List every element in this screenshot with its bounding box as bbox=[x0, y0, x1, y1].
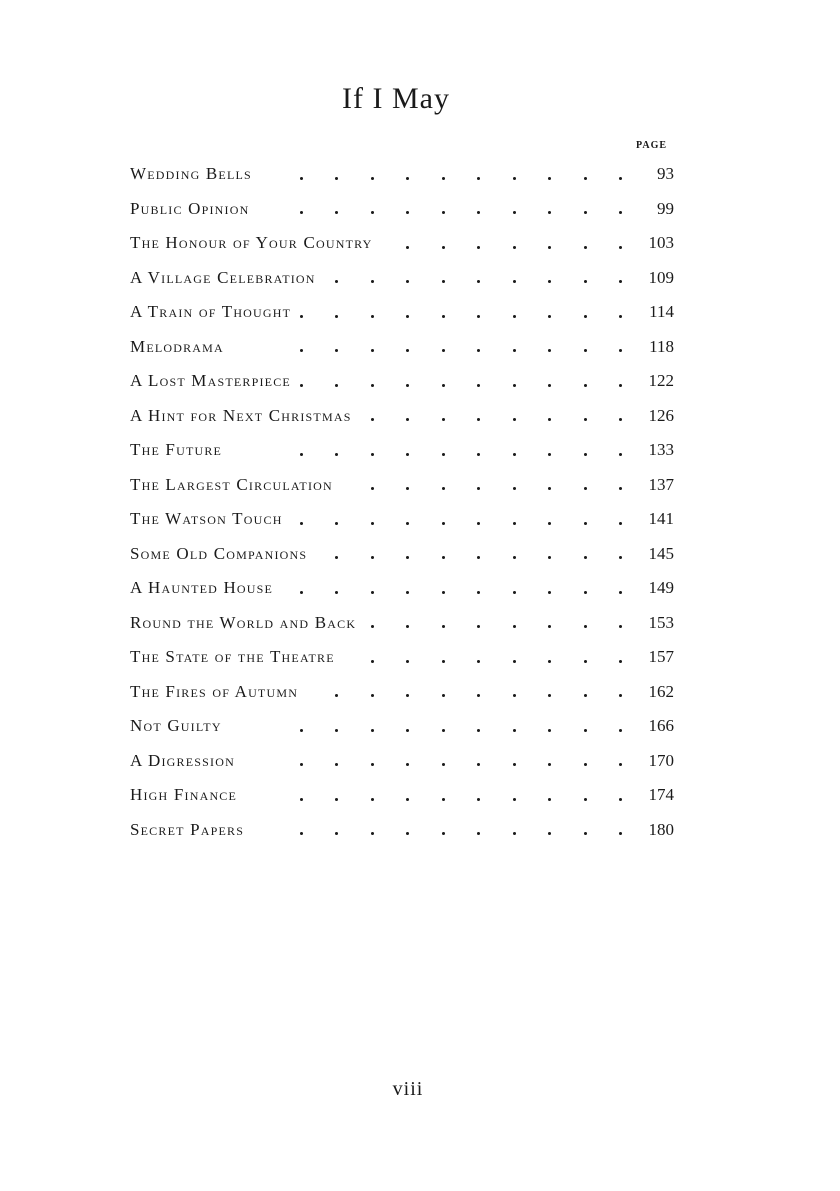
leader-dot bbox=[442, 798, 445, 801]
leader-dot bbox=[513, 729, 516, 732]
leader-dot bbox=[371, 384, 374, 387]
leader-dot bbox=[548, 832, 551, 835]
leader-dot bbox=[548, 211, 551, 214]
leader-dot bbox=[477, 660, 480, 663]
leader-dot bbox=[513, 177, 516, 180]
leader-dot bbox=[371, 211, 374, 214]
leader-dot bbox=[548, 384, 551, 387]
toc-entry bbox=[130, 399, 678, 434]
leader-dot bbox=[442, 211, 445, 214]
leader-dot bbox=[300, 522, 303, 525]
toc-entry bbox=[130, 537, 678, 572]
toc-entry-page-number: 162 bbox=[648, 681, 674, 701]
toc-entry-title: Not Guilty bbox=[130, 709, 228, 744]
leader-dot bbox=[548, 694, 551, 697]
toc-entry-title: A Digression bbox=[130, 744, 241, 779]
toc-entry-page-number: 118 bbox=[649, 336, 674, 356]
leader-dot bbox=[513, 522, 516, 525]
leader-dot bbox=[584, 798, 587, 801]
leader-dot bbox=[371, 591, 374, 594]
toc-entry-title: The Largest Circulation bbox=[130, 468, 339, 503]
leader-dot bbox=[477, 556, 480, 559]
leader-dot bbox=[619, 729, 622, 732]
leader-dot bbox=[335, 453, 338, 456]
leader-dot bbox=[619, 556, 622, 559]
leader-dot bbox=[548, 798, 551, 801]
toc-entry-page-number: 153 bbox=[648, 612, 674, 632]
leader-dot bbox=[371, 453, 374, 456]
leader-dot bbox=[619, 246, 622, 249]
leader-dot bbox=[335, 694, 338, 697]
leader-dot bbox=[442, 591, 445, 594]
toc-entry-page-number: 141 bbox=[648, 509, 674, 528]
leader-dot bbox=[442, 556, 445, 559]
leader-dot bbox=[335, 729, 338, 732]
leader-dot bbox=[300, 832, 303, 835]
leader-dot bbox=[442, 453, 445, 456]
leader-dot bbox=[584, 349, 587, 352]
leader-dot bbox=[619, 418, 622, 421]
toc-entry-page-number: 149 bbox=[648, 578, 674, 597]
toc-entry-page-number: 180 bbox=[648, 819, 674, 839]
toc-entry bbox=[130, 640, 678, 675]
leader-dot bbox=[371, 729, 374, 732]
leader-dot bbox=[548, 246, 551, 249]
leader-dot bbox=[406, 763, 409, 766]
toc-entry bbox=[130, 744, 678, 779]
toc-entry-title: The State of the Theatre bbox=[130, 640, 341, 675]
leader-dot bbox=[584, 280, 587, 283]
leader-dot bbox=[300, 453, 303, 456]
leader-dot bbox=[477, 729, 480, 732]
leader-dot bbox=[477, 798, 480, 801]
leader-dot bbox=[406, 315, 409, 318]
leader-dot bbox=[442, 177, 445, 180]
leader-dot bbox=[406, 280, 409, 283]
leader-dot bbox=[406, 487, 409, 490]
leader-dot bbox=[513, 660, 516, 663]
leader-dot bbox=[584, 246, 587, 249]
leader-dot bbox=[406, 625, 409, 628]
toc-entry-page-number: 114 bbox=[649, 302, 674, 321]
leader-dot bbox=[371, 487, 374, 490]
leader-dot bbox=[335, 211, 338, 214]
toc-entry-page-number: 174 bbox=[648, 785, 674, 804]
leader-dot bbox=[442, 522, 445, 525]
leader-dot bbox=[442, 418, 445, 421]
leader-dot bbox=[406, 384, 409, 387]
toc-entry bbox=[130, 364, 678, 399]
leader-dot bbox=[300, 763, 303, 766]
toc-entry-title: The Honour of Your Country bbox=[130, 226, 379, 261]
leader-dot bbox=[477, 522, 480, 525]
toc-entry-title: A Haunted House bbox=[130, 571, 279, 606]
leader-dot bbox=[584, 384, 587, 387]
toc-entry-title: A Hint for Next Christmas bbox=[130, 399, 358, 434]
leader-dot bbox=[406, 556, 409, 559]
leader-dot bbox=[619, 798, 622, 801]
leader-dot bbox=[371, 625, 374, 628]
leader-dot bbox=[371, 660, 374, 663]
leader-dot bbox=[406, 591, 409, 594]
leader-dot bbox=[406, 832, 409, 835]
toc-entry-page-number: 137 bbox=[648, 474, 674, 494]
leader-dot bbox=[300, 798, 303, 801]
leader-dot bbox=[300, 211, 303, 214]
toc-entry bbox=[130, 709, 678, 744]
leader-dot bbox=[371, 832, 374, 835]
leader-dot bbox=[442, 832, 445, 835]
toc-entry-title: Public Opinion bbox=[130, 192, 255, 227]
leader-dot bbox=[477, 211, 480, 214]
leader-dot bbox=[406, 453, 409, 456]
toc-entry-page-number: 157 bbox=[648, 647, 674, 666]
leader-dot bbox=[584, 487, 587, 490]
toc-entry bbox=[130, 433, 678, 468]
leader-dot bbox=[442, 763, 445, 766]
toc-entry-title: A Train of Thought bbox=[130, 295, 297, 330]
toc-entry bbox=[130, 778, 678, 813]
leader-dot bbox=[619, 349, 622, 352]
leader-dot bbox=[442, 246, 445, 249]
leader-dot bbox=[548, 280, 551, 283]
leader-dot bbox=[371, 556, 374, 559]
leader-dot bbox=[477, 418, 480, 421]
leader-dot bbox=[406, 418, 409, 421]
leader-dot bbox=[335, 591, 338, 594]
leader-dot bbox=[513, 694, 516, 697]
leader-dot bbox=[619, 487, 622, 490]
leader-dot bbox=[371, 315, 374, 318]
leader-dot bbox=[477, 625, 480, 628]
leader-dot bbox=[619, 832, 622, 835]
leader-dot bbox=[371, 522, 374, 525]
toc-entry-title: Some Old Companions bbox=[130, 537, 313, 572]
leader-dot bbox=[513, 832, 516, 835]
table-of-contents bbox=[130, 157, 678, 847]
leader-dot bbox=[548, 591, 551, 594]
toc-entry bbox=[130, 192, 678, 227]
leader-dot bbox=[335, 280, 338, 283]
leader-dot bbox=[300, 591, 303, 594]
leader-dot bbox=[442, 625, 445, 628]
leader-dot bbox=[335, 315, 338, 318]
leader-dot bbox=[442, 280, 445, 283]
toc-entry-page-number: 103 bbox=[648, 233, 674, 252]
leader-dot bbox=[477, 280, 480, 283]
toc-entry bbox=[130, 226, 678, 261]
leader-dot bbox=[477, 177, 480, 180]
leader-dot bbox=[584, 453, 587, 456]
leader-dot bbox=[584, 832, 587, 835]
leader-dot bbox=[371, 418, 374, 421]
toc-entry bbox=[130, 606, 678, 641]
toc-entry bbox=[130, 295, 678, 330]
leader-dot bbox=[619, 625, 622, 628]
leader-dot bbox=[513, 349, 516, 352]
leader-dot bbox=[584, 694, 587, 697]
leader-dot bbox=[584, 522, 587, 525]
toc-entry-page-number: 99 bbox=[657, 198, 674, 218]
leader-dot bbox=[335, 349, 338, 352]
leader-dot bbox=[584, 660, 587, 663]
leader-dot bbox=[300, 315, 303, 318]
leader-dot bbox=[300, 729, 303, 732]
leader-dot bbox=[584, 418, 587, 421]
toc-entry bbox=[130, 813, 678, 848]
leader-dot bbox=[584, 177, 587, 180]
leader-dot bbox=[513, 246, 516, 249]
leader-dot bbox=[371, 763, 374, 766]
leader-dot bbox=[477, 349, 480, 352]
toc-entry bbox=[130, 330, 678, 365]
leader-dot bbox=[584, 625, 587, 628]
leader-dot bbox=[477, 453, 480, 456]
leader-dot bbox=[619, 453, 622, 456]
leader-dot bbox=[442, 315, 445, 318]
toc-entry-page-number: 145 bbox=[648, 543, 674, 563]
toc-entry-title: Wedding Bells bbox=[130, 157, 258, 192]
leader-dot bbox=[584, 591, 587, 594]
toc-entry bbox=[130, 675, 678, 710]
leader-dot bbox=[300, 177, 303, 180]
toc-entry-title: A Lost Masterpiece bbox=[130, 364, 297, 399]
leader-dot bbox=[477, 694, 480, 697]
leader-dot bbox=[442, 694, 445, 697]
toc-entry-page-number: 166 bbox=[648, 716, 674, 735]
leader-dot bbox=[442, 660, 445, 663]
leader-dot bbox=[406, 660, 409, 663]
leader-dot bbox=[335, 556, 338, 559]
leader-dot bbox=[371, 349, 374, 352]
leader-dot bbox=[548, 556, 551, 559]
page-title: If I May bbox=[342, 82, 450, 115]
toc-entry-page-number: 122 bbox=[648, 371, 674, 390]
leader-dot bbox=[584, 763, 587, 766]
leader-dot bbox=[406, 694, 409, 697]
leader-dot bbox=[513, 591, 516, 594]
leader-dot bbox=[513, 280, 516, 283]
leader-dot bbox=[513, 798, 516, 801]
leader-dot bbox=[619, 384, 622, 387]
leader-dot bbox=[406, 349, 409, 352]
toc-entry-page-number: 93 bbox=[657, 164, 674, 183]
toc-entry-title: A Village Celebration bbox=[130, 261, 322, 296]
leader-dot bbox=[335, 384, 338, 387]
toc-entry-title: Secret Papers bbox=[130, 813, 250, 848]
leader-dot bbox=[406, 729, 409, 732]
page-column-label: PAGE bbox=[636, 140, 668, 151]
leader-dot bbox=[584, 211, 587, 214]
leader-dot bbox=[513, 763, 516, 766]
toc-entry-page-number: 170 bbox=[648, 750, 674, 770]
leader-dot bbox=[406, 177, 409, 180]
leader-dot bbox=[371, 694, 374, 697]
leader-dot bbox=[335, 798, 338, 801]
leader-dot bbox=[335, 832, 338, 835]
leader-dot bbox=[477, 246, 480, 249]
toc-entry-title: Melodrama bbox=[130, 330, 230, 365]
toc-entry-page-number: 126 bbox=[648, 405, 674, 425]
toc-entry bbox=[130, 157, 678, 192]
leader-dot bbox=[406, 246, 409, 249]
leader-dot bbox=[619, 280, 622, 283]
leader-dot bbox=[335, 522, 338, 525]
leader-dot bbox=[300, 384, 303, 387]
leader-dot bbox=[513, 556, 516, 559]
leader-dot bbox=[300, 349, 303, 352]
leader-dot bbox=[371, 177, 374, 180]
leader-dot bbox=[513, 453, 516, 456]
leader-dot bbox=[548, 522, 551, 525]
leader-dot bbox=[548, 315, 551, 318]
leader-dot bbox=[513, 487, 516, 490]
leader-dot bbox=[477, 315, 480, 318]
leader-dot bbox=[513, 315, 516, 318]
leader-dot bbox=[619, 315, 622, 318]
leader-dot bbox=[619, 522, 622, 525]
leader-dot bbox=[619, 694, 622, 697]
leader-dot bbox=[442, 384, 445, 387]
leader-dot bbox=[513, 625, 516, 628]
toc-entry-page-number: 133 bbox=[648, 440, 674, 459]
toc-entry bbox=[130, 571, 678, 606]
leader-dot bbox=[548, 487, 551, 490]
leader-dot bbox=[548, 729, 551, 732]
leader-dot bbox=[371, 280, 374, 283]
toc-entry-title: Round the World and Back bbox=[130, 606, 362, 641]
leader-dot bbox=[548, 418, 551, 421]
leader-dot bbox=[477, 384, 480, 387]
leader-dot bbox=[513, 211, 516, 214]
toc-entry-title: The Future bbox=[130, 433, 228, 468]
leader-dot bbox=[513, 384, 516, 387]
leader-dot bbox=[477, 487, 480, 490]
leader-dot bbox=[619, 211, 622, 214]
leader-dot bbox=[548, 625, 551, 628]
leader-dot bbox=[406, 798, 409, 801]
leader-dot bbox=[548, 763, 551, 766]
leader-dot bbox=[619, 177, 622, 180]
leader-dot bbox=[406, 211, 409, 214]
toc-entry-page-number: 109 bbox=[648, 267, 674, 287]
leader-dot bbox=[442, 487, 445, 490]
leader-dot bbox=[619, 660, 622, 663]
leader-dot bbox=[584, 556, 587, 559]
leader-dot bbox=[548, 660, 551, 663]
leader-dot bbox=[477, 763, 480, 766]
leader-dot bbox=[477, 832, 480, 835]
toc-entry bbox=[130, 261, 678, 296]
leader-dot bbox=[584, 729, 587, 732]
leader-dot bbox=[442, 349, 445, 352]
leader-dot bbox=[619, 763, 622, 766]
leader-dot bbox=[619, 591, 622, 594]
leader-dot bbox=[371, 798, 374, 801]
toc-entry-title: The Watson Touch bbox=[130, 502, 289, 537]
leader-dot bbox=[584, 315, 587, 318]
leader-dot bbox=[513, 418, 516, 421]
leader-dot bbox=[335, 763, 338, 766]
toc-entry bbox=[130, 502, 678, 537]
leader-dot bbox=[548, 177, 551, 180]
toc-entry-title: The Fires of Autumn bbox=[130, 675, 304, 710]
leader-dot bbox=[548, 453, 551, 456]
page-folio: viii bbox=[392, 1078, 424, 1100]
toc-entry bbox=[130, 468, 678, 503]
toc-entry-title: High Finance bbox=[130, 778, 243, 813]
leader-dot bbox=[335, 177, 338, 180]
leader-dot bbox=[442, 729, 445, 732]
leader-dot bbox=[548, 349, 551, 352]
leader-dot bbox=[406, 522, 409, 525]
leader-dot bbox=[477, 591, 480, 594]
